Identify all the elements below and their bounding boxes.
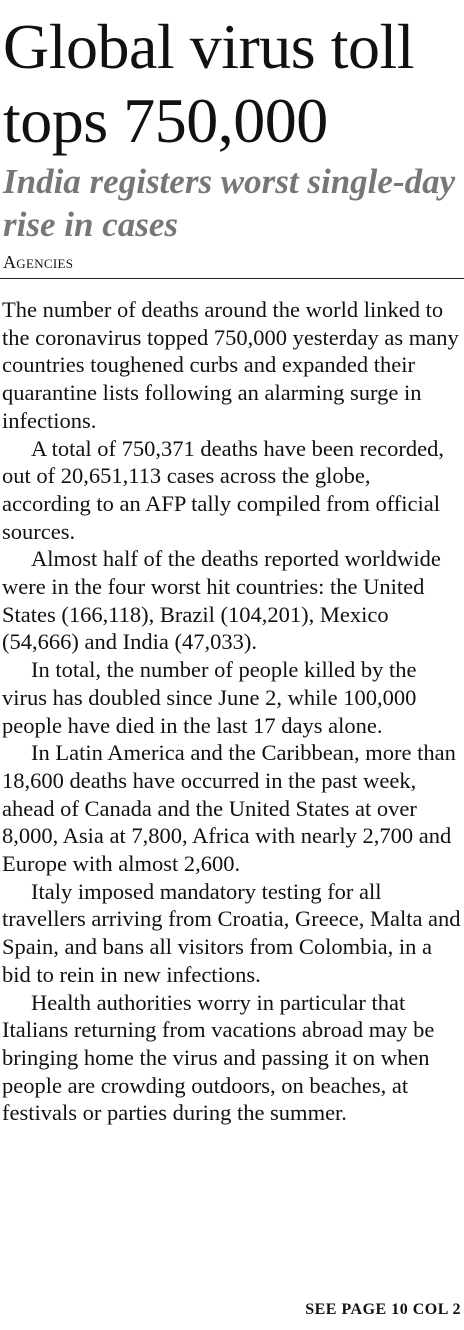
- byline-divider: [0, 278, 464, 279]
- paragraph: Almost half of the deaths reported worldwide were in the four worst hit countries: the United States (166,118), Brazil (104,201), Mexico (54,666) and India (47,033).: [2, 546, 441, 655]
- headline: Global virus toll tops 750,000: [3, 11, 415, 156]
- paragraph: Italy imposed mandatory testing for all travellers arriving from Croatia, Greece, Malta and Spain, and bans all visitors from Colombia, in a bid to rein in new infections.: [2, 878, 461, 987]
- continuation-note: SEE PAGE 10 COL 2: [305, 1301, 461, 1318]
- paragraph: In total, the number of people killed by the virus has doubled since June 2, while 100,000 people have died in the last 17 days alone.: [2, 657, 417, 738]
- paragraph: The number of deaths around the world linked to the coronavirus topped 750,000 yesterday as many countries toughened curbs and expanded their quarantine lists following an alarming surge in infections.: [2, 297, 459, 433]
- subheadline: India registers worst single-day rise in cases: [3, 162, 456, 244]
- paragraph: A total of 750,371 deaths have been recorded, out of 20,651,113 cases across the globe, according to an AFP tally compiled from official sources.: [2, 435, 444, 544]
- byline: Agencies: [3, 252, 74, 272]
- paragraph: Health authorities worry in particular that Italians returning from vacations abroad may be bringing home the virus and passing it on when people are crowding outdoors, on beaches, at festivals or parties during the summer.: [2, 989, 435, 1126]
- article-body: [0, 296, 464, 1127]
- paragraph: In Latin America and the Caribbean, more than 18,600 deaths have occurred in the past week, ahead of Canada and the United States at over 8,000, Asia at 7,800, Africa with nearly 2,700 and Europe with almost 2,600.: [2, 740, 456, 877]
